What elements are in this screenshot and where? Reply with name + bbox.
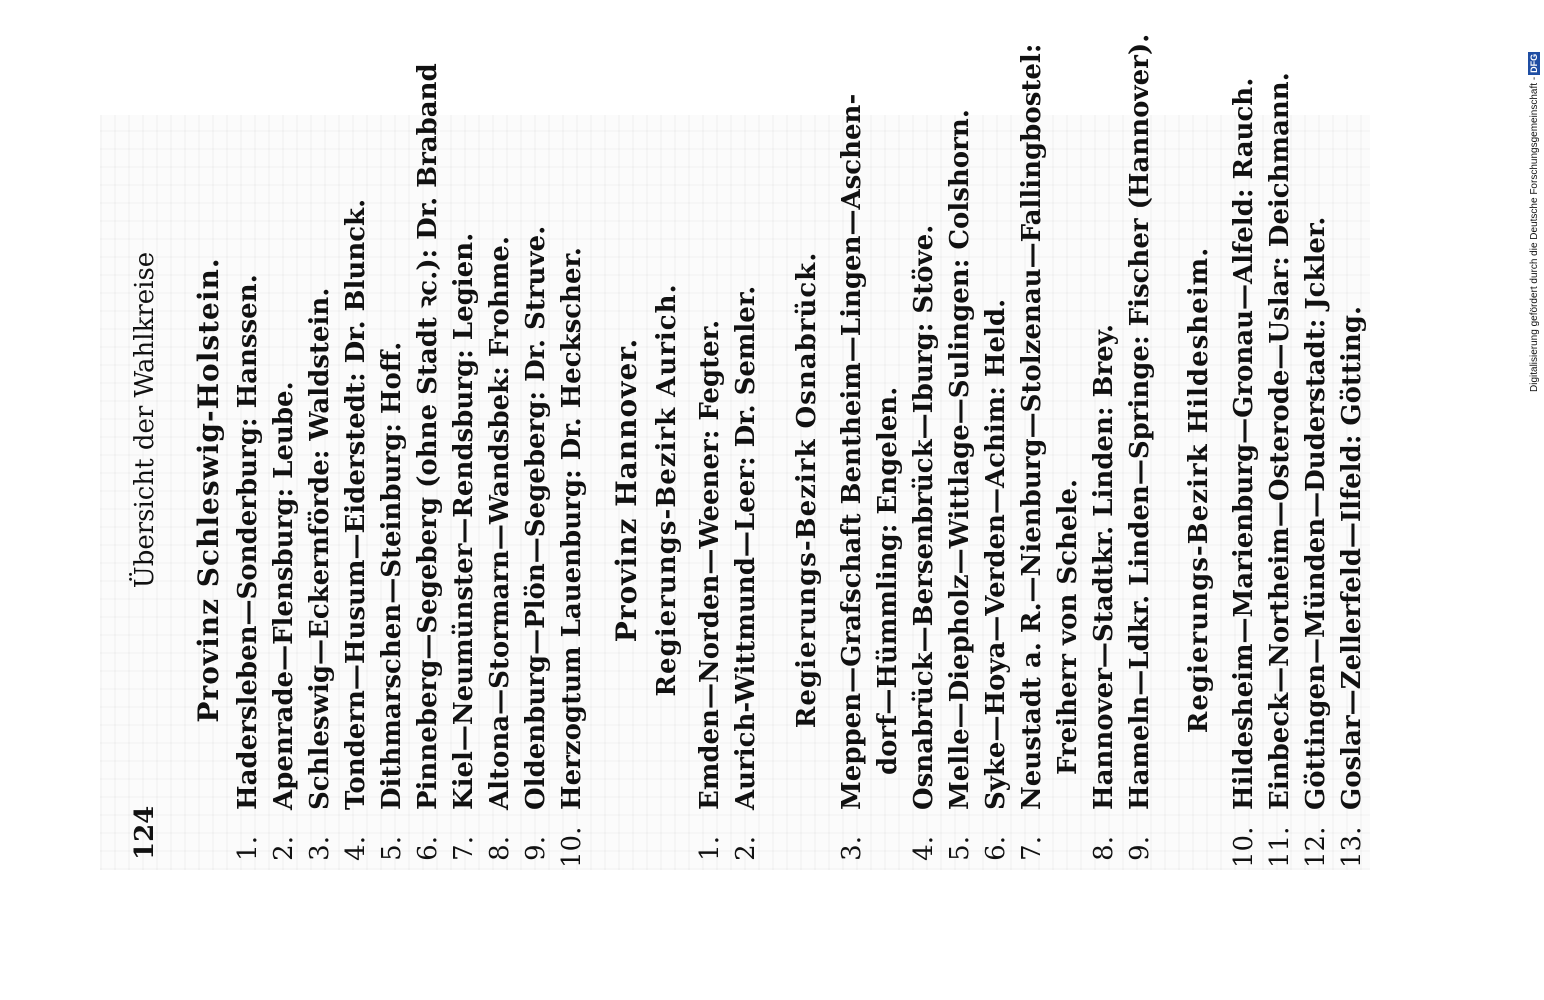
list-item — [448, 110, 480, 870]
item-number: 6. — [413, 836, 443, 861]
list-item — [1264, 72, 1296, 870]
item-number: 9. — [521, 836, 551, 861]
item-number: 12. — [1301, 826, 1331, 868]
list-item — [484, 110, 516, 870]
item-number: 2. — [731, 836, 761, 861]
item-text: Goslar—Zellerfeld—Ilfeld: Götting. — [1337, 306, 1367, 810]
item-number: 7. — [1017, 836, 1047, 861]
item-text: Hadersleben—Sonderburg: Hanssen. — [233, 274, 263, 810]
item-text: Herzogtum Lauenburg: Dr. Heckscher. — [557, 247, 587, 810]
item-number: 5. — [377, 836, 407, 861]
list-item — [340, 110, 372, 870]
item-text: Osnabrück—Bersenbrück—Iburg: Stöve. — [909, 224, 939, 810]
section-heading-hannover: Provinz Hannover. — [610, 337, 643, 643]
item-number: 1. — [695, 836, 725, 861]
item-number: 6. — [981, 836, 1011, 861]
credit-text: Digitalisierung gefördert durch die Deutsche Forschungsgemeinschaft - — [1529, 76, 1540, 392]
list-item-continuation — [1052, 110, 1084, 870]
list-item — [730, 110, 762, 870]
list-item — [1124, 33, 1156, 870]
item-number: 10. — [557, 826, 587, 868]
item-text: Kiel—Neumünster—Rendsburg: Legien. — [449, 232, 479, 810]
section-heading-schleswig-holstein: Provinz Schleswig-Holstein. — [192, 257, 225, 723]
item-text: Tondern—Husum—Eiderstedt: Dr. Blunck. — [341, 198, 371, 810]
list-item — [412, 63, 444, 870]
list-item — [1300, 110, 1332, 870]
item-text: Meppen—Grafschaft Bentheim—Lingen—Aschen- — [837, 93, 867, 810]
item-text: Emden—Norden—Weener: Fegter. — [695, 319, 725, 810]
item-text: Apenrade—Flensburg: Leube. — [269, 381, 299, 810]
list-item — [268, 110, 300, 870]
list-item — [1336, 110, 1368, 870]
item-number: 9. — [1125, 836, 1155, 861]
item-number: 5. — [945, 836, 975, 861]
item-number: 3. — [837, 836, 867, 861]
list-item — [694, 110, 726, 870]
list-item — [836, 93, 868, 870]
item-text-continuation: Freiherr von Schele. — [1053, 479, 1083, 775]
item-number: 4. — [341, 836, 371, 861]
running-head — [130, 110, 164, 870]
item-text: Oldenburg—Plön—Segeberg: Dr. Struve. — [521, 225, 551, 810]
item-text: Schleswig—Eckernförde: Waldstein. — [305, 287, 335, 810]
item-number: 3. — [305, 836, 335, 861]
item-text: Neustadt a. R.—Nienburg—Stolzenau—Fallingbostel: — [1017, 43, 1047, 810]
item-number: 11. — [1265, 826, 1295, 868]
list-item-continuation — [872, 110, 904, 870]
item-text: Dithmarschen—Steinburg: Hoff. — [377, 341, 407, 810]
list-item — [304, 110, 336, 870]
page-number: 124 — [130, 805, 160, 860]
item-text: Syke—Hoya—Verden—Achim: Held. — [981, 298, 1011, 810]
item-number: 13. — [1337, 826, 1367, 868]
item-text: Altona—Stormarn—Wandsbek: Frohme. — [485, 236, 515, 810]
digitization-credit — [1528, 52, 1541, 392]
list-item — [1228, 77, 1260, 870]
item-text-continuation: dorf—Hümmling: Engelen. — [873, 386, 903, 775]
item-text: Pinneberg—Segeberg (ohne Stadt ꝛc.): Dr. Braband — [413, 63, 443, 810]
list-item — [908, 110, 940, 870]
subsection-heading-osnabrueck: Regierungs-Bezirk Osnabrück. — [792, 251, 822, 729]
item-number: 10. — [1229, 826, 1259, 868]
list-item — [944, 110, 976, 870]
item-text: Göttingen—Münden—Duderstadt: Jckler. — [1301, 216, 1331, 810]
list-item — [556, 110, 588, 870]
list-item — [520, 110, 552, 870]
list-item — [1088, 110, 1120, 870]
item-text: Hildesheim—Marienburg—Gronau—Alfeld: Rauch. — [1229, 77, 1259, 810]
list-item — [232, 110, 264, 870]
list-item — [980, 110, 1012, 870]
item-number: 4. — [909, 836, 939, 861]
item-number: 1. — [233, 836, 263, 861]
subsection-heading-aurich: Regierungs-Bezirk Aurich. — [652, 283, 682, 697]
item-number: 8. — [485, 836, 515, 861]
item-text: Melle—Diepholz—Wittlage—Sulingen: Colshorn. — [945, 109, 975, 810]
item-text: Hannover—Stadtkr. Linden: Brey. — [1089, 324, 1119, 810]
item-number: 8. — [1089, 836, 1119, 861]
running-title: Übersicht der Wahlkreise — [130, 251, 160, 589]
dfg-logo: DFG — [1529, 53, 1539, 73]
item-number: 7. — [449, 836, 479, 861]
item-text: Aurich-Wittmund—Leer: Dr. Semler. — [731, 285, 761, 810]
list-item — [1016, 43, 1048, 870]
item-number: 2. — [269, 836, 299, 861]
item-text: Einbeck—Northeim—Osterode—Uslar: Deichmann. — [1265, 72, 1295, 810]
subsection-heading-hildesheim: Regierungs-Bezirk Hildesheim. — [1184, 246, 1214, 734]
rotated-book-page — [100, 33, 1370, 870]
list-item — [376, 110, 408, 870]
item-text: Hameln—Ldkr. Linden—Springe: Fischer (Hannover). — [1125, 33, 1155, 810]
